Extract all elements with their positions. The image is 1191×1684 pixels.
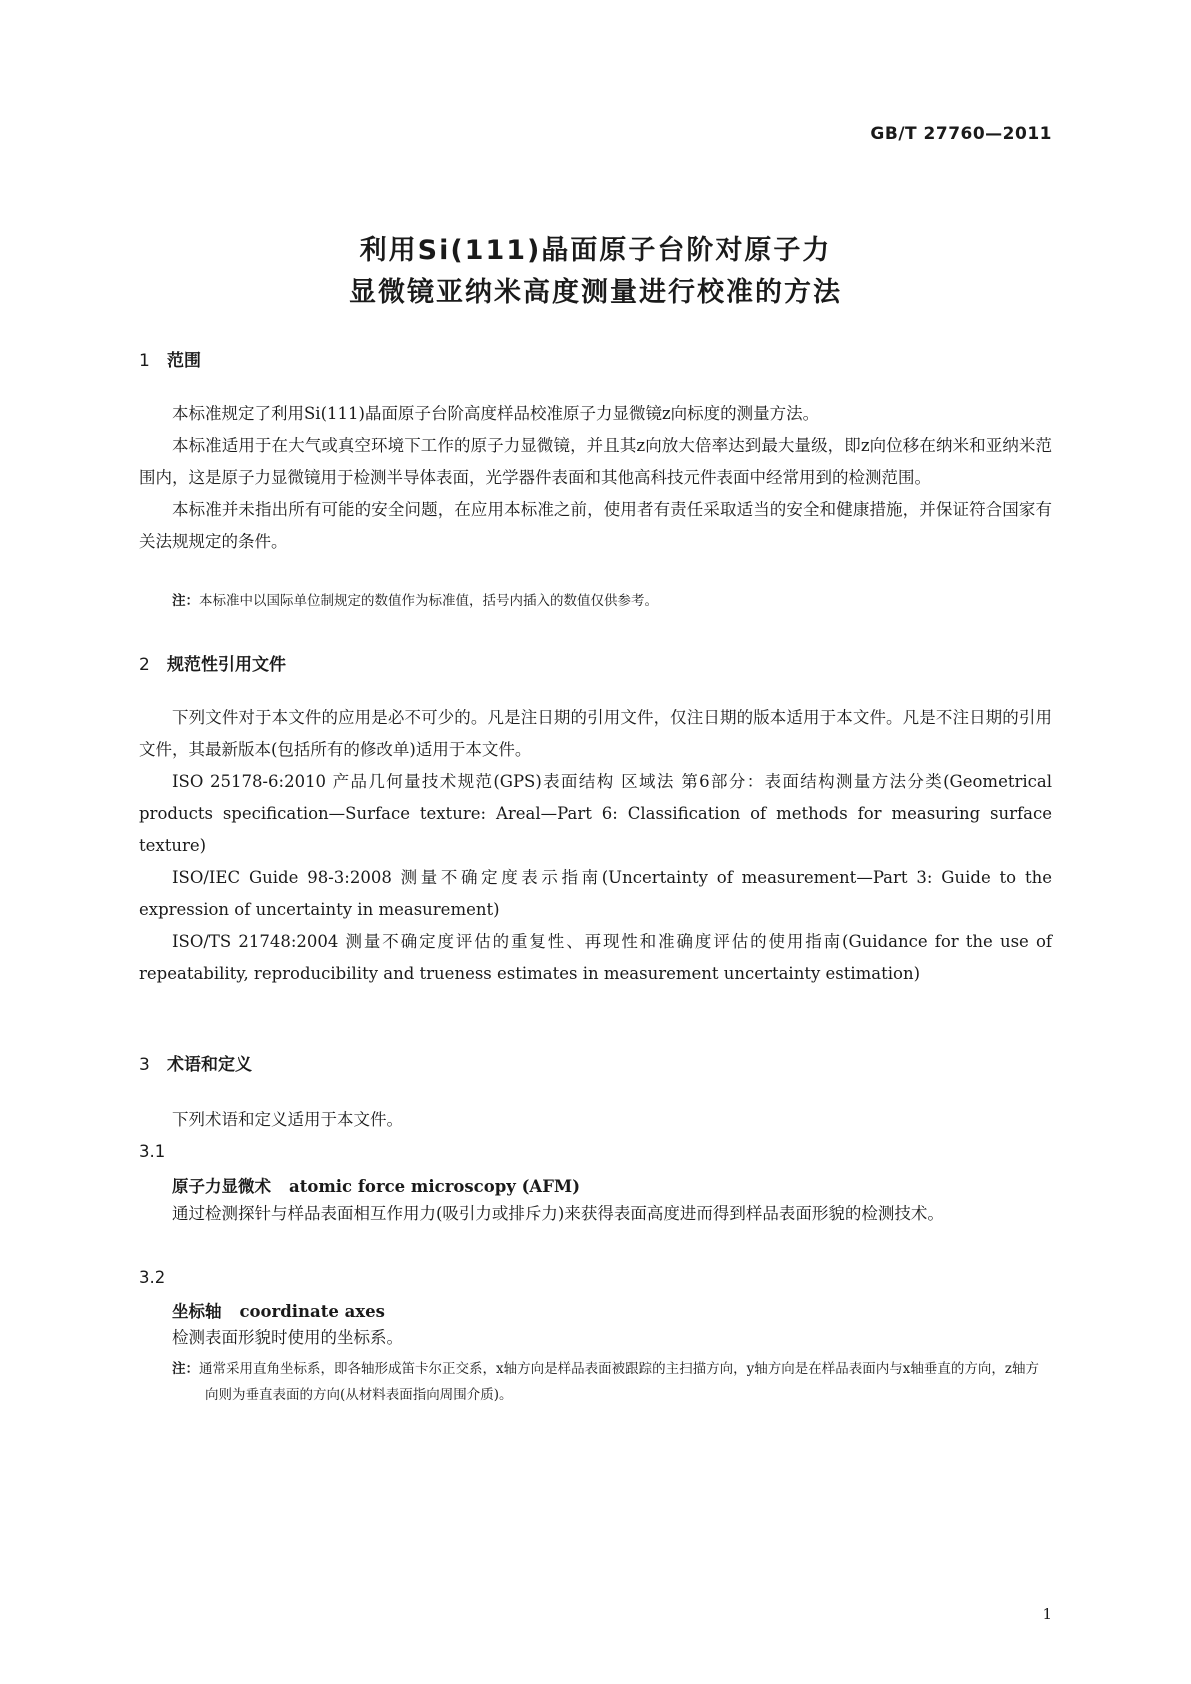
- paragraph: 本标准并未指出所有可能的安全问题，在应用本标准之前，使用者有责任采取适当的安全和健康措施，并保证符合国家有关法规规定的条件。: [139, 500, 1052, 551]
- section-3-intro: [139, 1104, 1052, 1136]
- paragraph: 下列术语和定义适用于本文件。: [172, 1110, 403, 1129]
- section-title: 规范性引用文件: [167, 655, 286, 675]
- term-definition: [139, 1198, 1052, 1230]
- note-label: 注：: [172, 593, 199, 609]
- reference-iso-iec-guide-98-3: ISO/IEC Guide 98-3:2008 测量不确定度表示指南(Uncertainty of measurement—Part 3: Guide to the expression of uncertainty in measurement): [139, 868, 1052, 919]
- section-1-heading: [139, 346, 201, 371]
- paragraph: 本标准规定了利用Si(111)晶面原子台阶高度样品校准原子力显微镜z向标度的测量方法。: [172, 404, 820, 423]
- paragraph: 本标准适用于在大气或真空环境下工作的原子力显微镜，并且其z向放大倍率达到最大量级，即z向位移在纳米和亚纳米范围内，这是原子力显微镜用于检测半导体表面，光学器件表面和其他高科技元件表面中经常用到的检测范围。: [139, 436, 1052, 487]
- page-number: 1: [1042, 1605, 1052, 1623]
- section-number: 2: [139, 655, 150, 675]
- term-number: 3.1: [139, 1142, 166, 1161]
- paragraph: 通过检测探针与样品表面相互作用力(吸引力或排斥力)来获得表面高度进而得到样品表面形貌的检测技术。: [172, 1204, 944, 1223]
- term-name: [172, 1173, 580, 1197]
- note-label: 注：: [172, 1361, 199, 1377]
- term-number: 3.2: [139, 1268, 166, 1287]
- section-1-note: [139, 588, 1052, 614]
- term-name-zh: 原子力显微术: [172, 1177, 271, 1196]
- section-title: 范围: [167, 351, 201, 371]
- term-name-en: atomic force microscopy (AFM): [289, 1177, 580, 1196]
- term-name: [172, 1298, 385, 1322]
- reference-iso-25178: ISO 25178-6:2010 产品几何量技术规范(GPS)表面结构 区域法 第6部分：表面结构测量方法分类(Geometrical products specification—Surface texture: Areal—Part 6: Classification of methods for measuring surface texture): [139, 772, 1052, 855]
- document-title-line-2: 显微镜亚纳米高度测量进行校准的方法: [349, 277, 842, 308]
- term-name-en: coordinate axes: [239, 1302, 385, 1321]
- section-number: 3: [139, 1055, 150, 1075]
- note-text: 通常采用直角坐标系，即各轴形成笛卡尔正交系，x轴方向是样品表面被跟踪的主扫描方向，y轴方向是在样品表面内与x轴垂直的方向，z轴方向则为垂直表面的方向(从材料表面指向周围介质)。: [199, 1361, 1039, 1403]
- note-text: 本标准中以国际单位制规定的数值作为标准值，括号内插入的数值仅供参考。: [199, 593, 658, 609]
- reference-iso-ts-21748: ISO/TS 21748:2004 测量不确定度评估的重复性、再现性和准确度评估的使用指南(Guidance for the use of repeatability, reproducibility and trueness estimates in measurement uncertainty estimation): [139, 932, 1052, 983]
- section-1-body: [139, 398, 1052, 558]
- term-definition: [139, 1322, 1052, 1354]
- term-name-zh: 坐标轴: [172, 1302, 222, 1321]
- document-title-line-1: 利用Si(111)晶面原子台阶对原子力: [359, 235, 832, 266]
- standard-code: GB/T 27760—2011: [870, 124, 1052, 144]
- section-2-heading: [139, 650, 286, 675]
- section-number: 1: [139, 351, 150, 371]
- term-note: [139, 1356, 1052, 1408]
- section-title: 术语和定义: [167, 1055, 252, 1075]
- section-3-heading: [139, 1050, 252, 1075]
- section-2-body: [139, 702, 1052, 990]
- paragraph: 检测表面形貌时使用的坐标系。: [172, 1328, 403, 1347]
- paragraph: 下列文件对于本文件的应用是必不可少的。凡是注日期的引用文件，仅注日期的版本适用于本文件。凡是不注日期的引用文件，其最新版本(包括所有的修改单)适用于本文件。: [139, 708, 1052, 759]
